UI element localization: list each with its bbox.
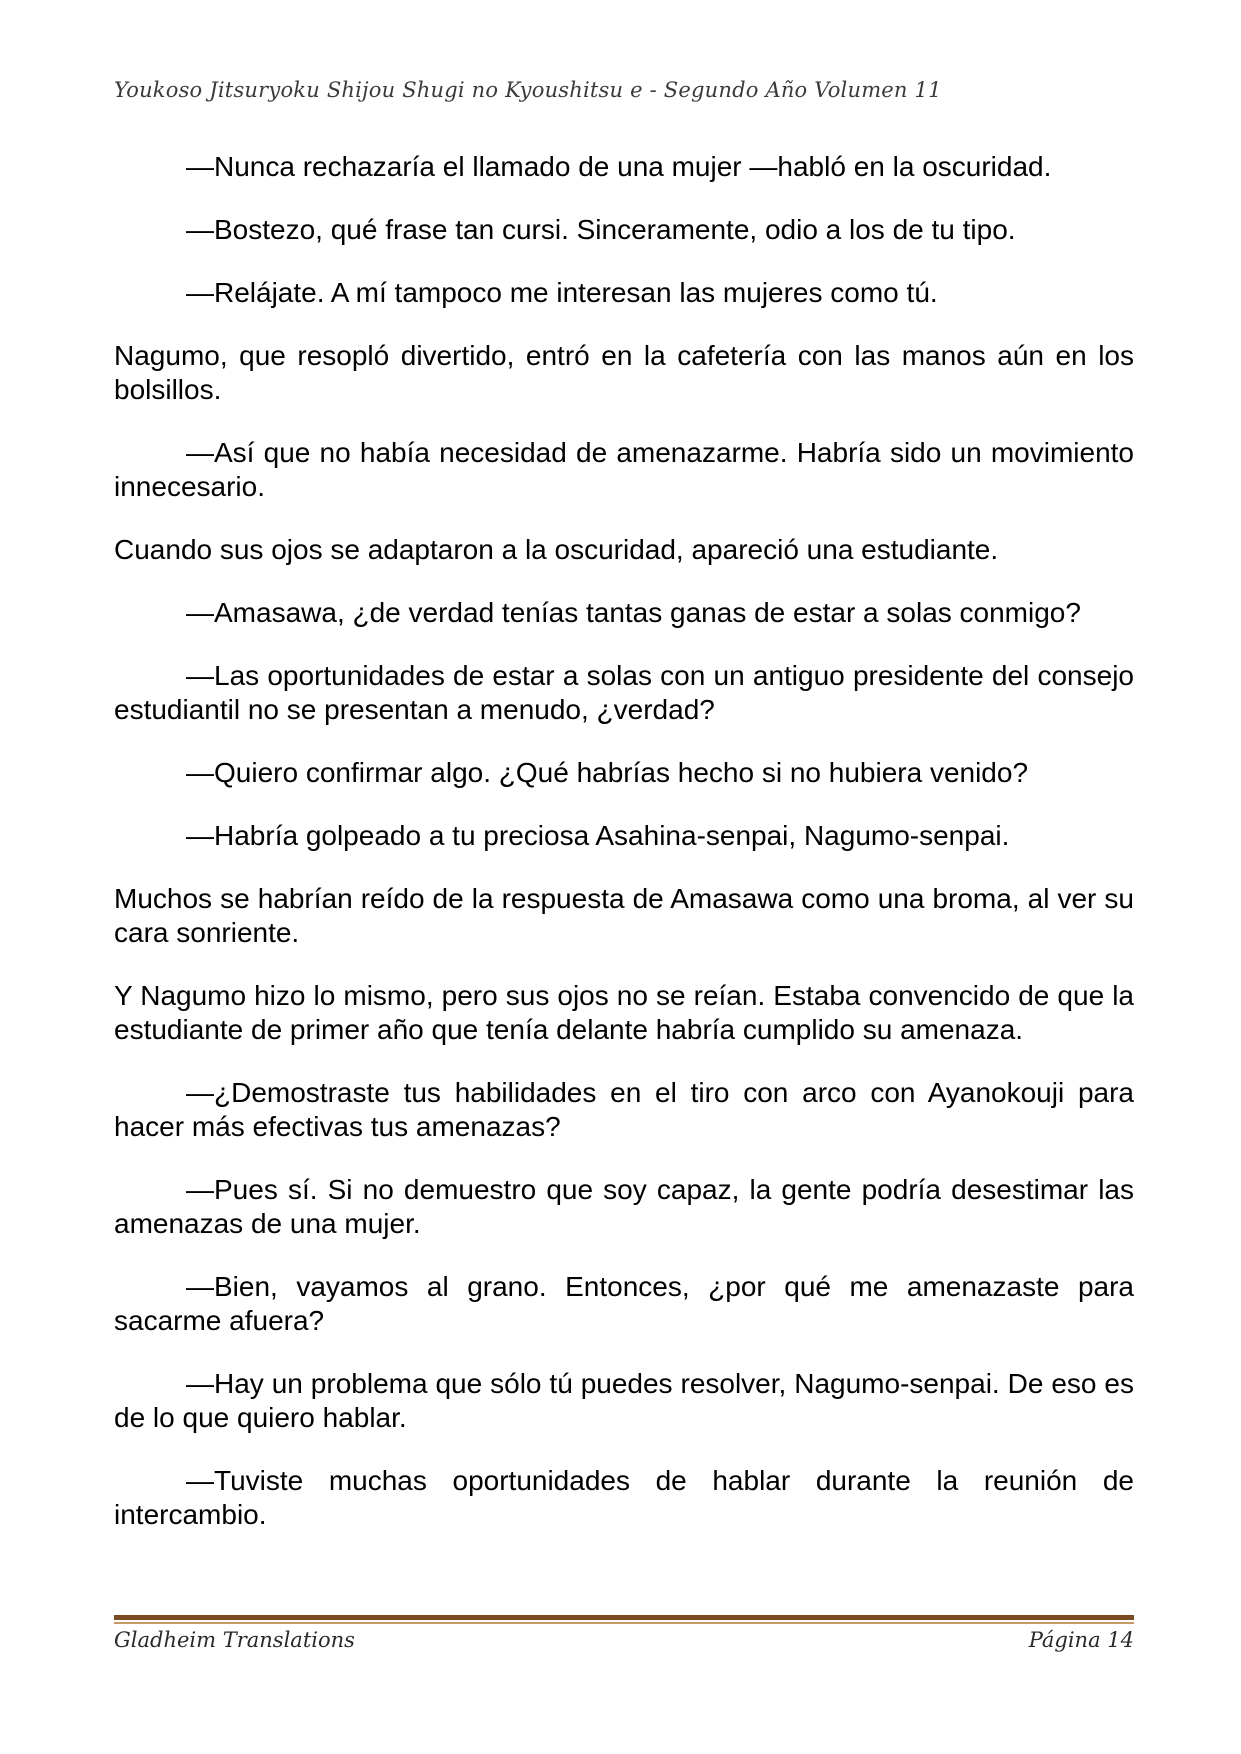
paragraph: —Así que no había necesidad de amenazarme. Habría sido un movimiento innecesario. xyxy=(114,437,1134,502)
footer-divider-accent xyxy=(114,1622,1134,1624)
paragraph: —Bien, vayamos al grano. Entonces, ¿por qué me amenazaste para sacarme afuera? xyxy=(114,1271,1134,1336)
paragraph: —Amasawa, ¿de verdad tenías tantas ganas de estar a solas conmigo? xyxy=(186,597,1081,628)
running-header: Youkoso Jitsuryoku Shijou Shugi no Kyoushitsu e - Segundo Año Volumen 11 xyxy=(114,78,942,102)
footer-credit: Gladheim Translations xyxy=(114,1628,355,1652)
paragraph: —Quiero confirmar algo. ¿Qué habrías hecho si no hubiera venido? xyxy=(186,757,1029,788)
paragraph: Muchos se habrían reído de la respuesta de Amasawa como una broma, al ver su cara sonriente. xyxy=(114,883,1134,948)
paragraph: —Tuviste muchas oportunidades de hablar durante la reunión de intercambio. xyxy=(114,1465,1134,1530)
paragraph: —Hay un problema que sólo tú puedes resolver, Nagumo-senpai. De eso es de lo que quiero hablar. xyxy=(114,1368,1134,1433)
footer-divider xyxy=(114,1615,1134,1620)
paragraph: —Habría golpeado a tu preciosa Asahina-senpai, Nagumo-senpai. xyxy=(186,820,1010,851)
body-text xyxy=(114,150,1134,1561)
paragraph: —Bostezo, qué frase tan cursi. Sinceramente, odio a los de tu tipo. xyxy=(186,214,1016,245)
page-number: Página 14 xyxy=(1028,1628,1134,1652)
paragraph: Cuando sus ojos se adaptaron a la oscuridad, apareció una estudiante. xyxy=(114,534,999,565)
paragraph: Y Nagumo hizo lo mismo, pero sus ojos no se reían. Estaba convencido de que la estudiante de primer año que tenía delante habría cumplido su amenaza. xyxy=(114,980,1134,1045)
paragraph: Nagumo, que resopló divertido, entró en la cafetería con las manos aún en los bolsillos. xyxy=(114,340,1134,405)
paragraph: —Pues sí. Si no demuestro que soy capaz, la gente podría desestimar las amenazas de una mujer. xyxy=(114,1174,1134,1239)
paragraph: —¿Demostraste tus habilidades en el tiro con arco con Ayanokouji para hacer más efectivas tus amenazas? xyxy=(114,1077,1134,1142)
paragraph: —Las oportunidades de estar a solas con un antiguo presidente del consejo estudiantil no se presentan a menudo, ¿verdad? xyxy=(114,660,1134,725)
paragraph: —Relájate. A mí tampoco me interesan las mujeres como tú. xyxy=(186,277,938,308)
paragraph: —Nunca rechazaría el llamado de una mujer —habló en la oscuridad. xyxy=(186,151,1052,182)
